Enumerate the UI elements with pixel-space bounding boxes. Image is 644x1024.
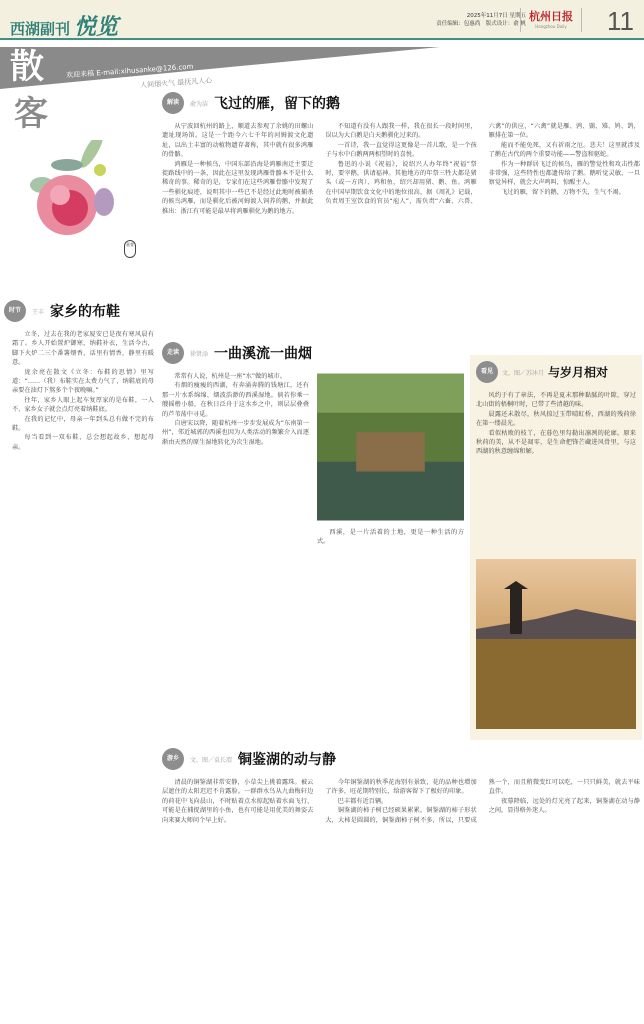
paragraph: 风约于有了章法，不再是夏末那种黏腻的叶隙，穿过北山街的梧桐叶时，已带了些清越的味。 xyxy=(476,392,636,409)
banner-char-ke: 客 xyxy=(14,94,48,134)
paragraph: 巴丰都有近百辆。 xyxy=(337,797,388,805)
author: 文、图／袁长渭 xyxy=(190,756,233,764)
xixi-wetland-photo xyxy=(317,372,464,522)
paragraph: 作为一种群居飞迁的候鸟，雁的警觉性和攻击性都非常强，这些特性也都遗传给了鹅。鹅听觉灵敏，一旦察觉异样，就会大声鸣叫，惊醒主人。 xyxy=(488,160,640,187)
banner-band xyxy=(0,47,440,89)
west-lake-sunset-photo xyxy=(476,559,636,729)
newspaper-logo xyxy=(520,8,582,32)
author: 文、图／苏沐月 xyxy=(502,369,545,377)
article-body xyxy=(162,372,464,732)
artist-seal: 嘉萱 xyxy=(124,240,136,258)
paragraph: 夜幕降临，远处的灯光亮了起来，铜鉴湖在动与静之间，显得格外迷人。 xyxy=(488,797,640,815)
page-number: 11 xyxy=(607,6,634,36)
author: 俞为洁 xyxy=(190,100,209,108)
column-tag: 走读 xyxy=(162,342,184,364)
column-tag: 解读 xyxy=(162,92,184,114)
logo-en: Hangzhou Daily xyxy=(535,24,567,29)
banner-char-san: 散 xyxy=(10,47,44,87)
article-body xyxy=(162,122,640,332)
paragraph: 飞过的雁，留下的鹅，万物不失，生气不竭。 xyxy=(501,188,625,196)
article-column-left xyxy=(162,372,309,732)
column-tag: 游乡 xyxy=(162,748,184,770)
issue-meta xyxy=(436,12,526,28)
section-name: 西湖副刊 xyxy=(10,20,71,38)
masthead xyxy=(0,0,644,40)
editors: 责任编辑：包惠尚 版式设计：俞 帆 xyxy=(436,21,526,27)
paragraph: 西溪，是一片活着的土地，更是一种生活的方式。 xyxy=(317,529,464,546)
section-brand xyxy=(10,10,118,41)
paragraph: 看似枯败的枝丫，在暮色里勾勒出凛冽的轮廓。原来秋荷的美，从不是凋零，是生命把锋芒藏进风骨里，与这西湖的秋意缠绵和解。 xyxy=(476,429,636,456)
paragraph: 一首诗，我一直觉得这更像是一首儿歌，是一个孩子与水中白鹅两两相望时的喜悦。 xyxy=(325,141,477,159)
slogan: 人间烟火气 最抚凡人心 xyxy=(139,76,213,90)
paragraph: 鲁迅的小说《祝福》，说绍兴人办年终“祝福”祭时，要宰鹅，供请福神。其他地方的年祭三牲大都是猪头（或一方肉）、鸡和鱼，绍兴却用猪、鹅、鱼。鸿雁在中国早期饮食文化中的地位很高，据《周礼》记载，负责周王室饮食的官员“庖人”，需负责“六畜、六兽、六禽”的供应，“六禽”就是雁、鹑、鷃、雉、鸠、鸽，雁排在第一位。 xyxy=(325,123,640,206)
author: 王丰 xyxy=(32,308,45,316)
paragraph: 每当看到一双布鞋，总会想起故乡，想起母亲。 xyxy=(12,434,154,451)
paragraph: 有烟的瘦瘦的西湖，有奔涌奔腾的钱塘江，还有那一片水系绵绵、烟波浩渺的西溪湿地。倘若你乘一艘摇橹小船，在秋日泛舟于这水乡之中，则层层叠叠的芦苇荡中寻觅。 xyxy=(162,382,309,418)
article-title: 飞过的雁，留下的鹅 xyxy=(214,96,341,112)
paragraph: 从宁波回杭州的路上，顺道去参观了余姚的田螺山遗址现场馆。这是一个距今六七千年的河姆渡文化遗址，以出土丰富的动植物遗存著称，其中就有很多鸿雁的骨骼。 xyxy=(162,123,314,159)
paragraph: 常常有人说，杭州是一座“水”做的城市。 xyxy=(174,373,286,380)
paragraph: 鸿雁是一种候鸟，中国东部沿海是鸿雁南迁主要迁徙路线中的一条，因此在这里发现鸿雁骨骼本不是什么稀奇的事。稀奇的是，专家们在这些鸿雁骨骼中发现了一些驯化痕迹，说明其中一些已不是经过此地时被捕杀的候鸟鸿雁，而是驯化后被河姆渡人饲养的鹅，并据此推出：浙江有可能是最早将鸿雁驯化为鹅的地方。 xyxy=(162,160,314,215)
paragraph: 立冬，过去在我的老家厦安已是夜有寒风晨有霜了。乡人开始置炉御寒，纳鞋补衣，生活今古，脚下火炉二三个番薯煨香，话里有情香，静里有暖意。 xyxy=(12,331,154,367)
column-tag: 时节 xyxy=(4,300,26,322)
article-yu-sui-yue-xiang-dui xyxy=(470,355,642,740)
paragraph: 能而不能免死，又有祈雨之厄。悲夫！这里就涉及了鹅在古代的两个重要功能——警盗和驱蛇。 xyxy=(488,141,640,159)
article-body xyxy=(4,330,154,1020)
brand-title: 悦览 xyxy=(74,14,119,40)
article-jia-xiang-bu-xie xyxy=(4,300,154,1020)
paragraph: 今年铜鉴湖的秋季花海别有景致，花的品种也增加了许多，旺花期特别长，给游客留下了极好的印象。 xyxy=(325,779,477,796)
article-title: 与岁月相对 xyxy=(548,365,609,380)
paragraph: 不知道有没有人跟我一样，我在很长一段时间里，误以为大白鹅是白天鹅驯化过来的。 xyxy=(325,123,477,140)
article-column-right xyxy=(317,372,464,732)
article-title: 一曲溪流一曲烟 xyxy=(214,346,313,362)
issue-date: 2025年11月7日 星期五 xyxy=(466,13,526,19)
paragraph: 清晨的铜鉴湖非常安静，小草尖上挑着露珠。被云层遮住的太阳迟迟不肯露脸。一群群水鸟从九曲梅轩边的荷花中飞向晨山，不时贴着点水掠起贴着水面飞行，可能是在捕捉湖里的小鱼，也有可能是用优美的舞姿去向来赛大师问个早上好。 xyxy=(162,779,314,824)
paragraph: 庞余亮在散文《立冬：布鞋的思情》里写道：“……（我）布鞋实在太费力气了，纳鞋底的母亲要在油灯下熬多个个夜晚嘛。” xyxy=(12,368,154,395)
article-body xyxy=(476,391,636,559)
logo-text: 杭州日报 xyxy=(529,10,573,23)
article-title: 家乡的布鞋 xyxy=(50,304,121,320)
paragraph: 往年，家乡人眼上起车复厚家的是布鞋，一人不、家乡女子就会点灯亮着纳鞋底。 xyxy=(12,396,154,414)
paragraph: 铜鉴湖的柿子树已经硕果累累。铜鉴湖的柿子形状大，大柿是圆圆的，铜鉴湖柿子树不多，所以，只要成熟一个，而且稍微变红可以吃，一只只鲜美，就去平味直伴。 xyxy=(325,779,640,824)
paragraph: 自唐宋以降，随着杭州一步步发展成为“东南第一州”，邻近城郭的西溪也因为人类活动的频繁介入而逐渐由天然的原生湿地转化为次生湿地。 xyxy=(162,420,309,446)
paragraph: 在我的记忆中，母亲一年到头总有做不完的布鞋。 xyxy=(12,415,154,433)
article-yi-qu-xi-liu xyxy=(162,342,464,734)
submission-email: 欢迎来稿 E-mail:xihusanke@126.com xyxy=(65,62,194,80)
article-tong-jian-hu xyxy=(162,748,640,1022)
article-fei-guo-de-yan xyxy=(162,92,640,332)
paragraph: 晨露还未散尽，秋风掠过玉带晴虹桥，西湖的残荷徐在第一缕晨光。 xyxy=(476,410,636,428)
author: 徐贤添 xyxy=(190,350,209,358)
article-title: 铜鉴湖的动与静 xyxy=(238,752,337,768)
column-tag: 看见 xyxy=(476,361,498,383)
article-body xyxy=(162,778,640,1022)
camellia-painting xyxy=(22,140,122,240)
